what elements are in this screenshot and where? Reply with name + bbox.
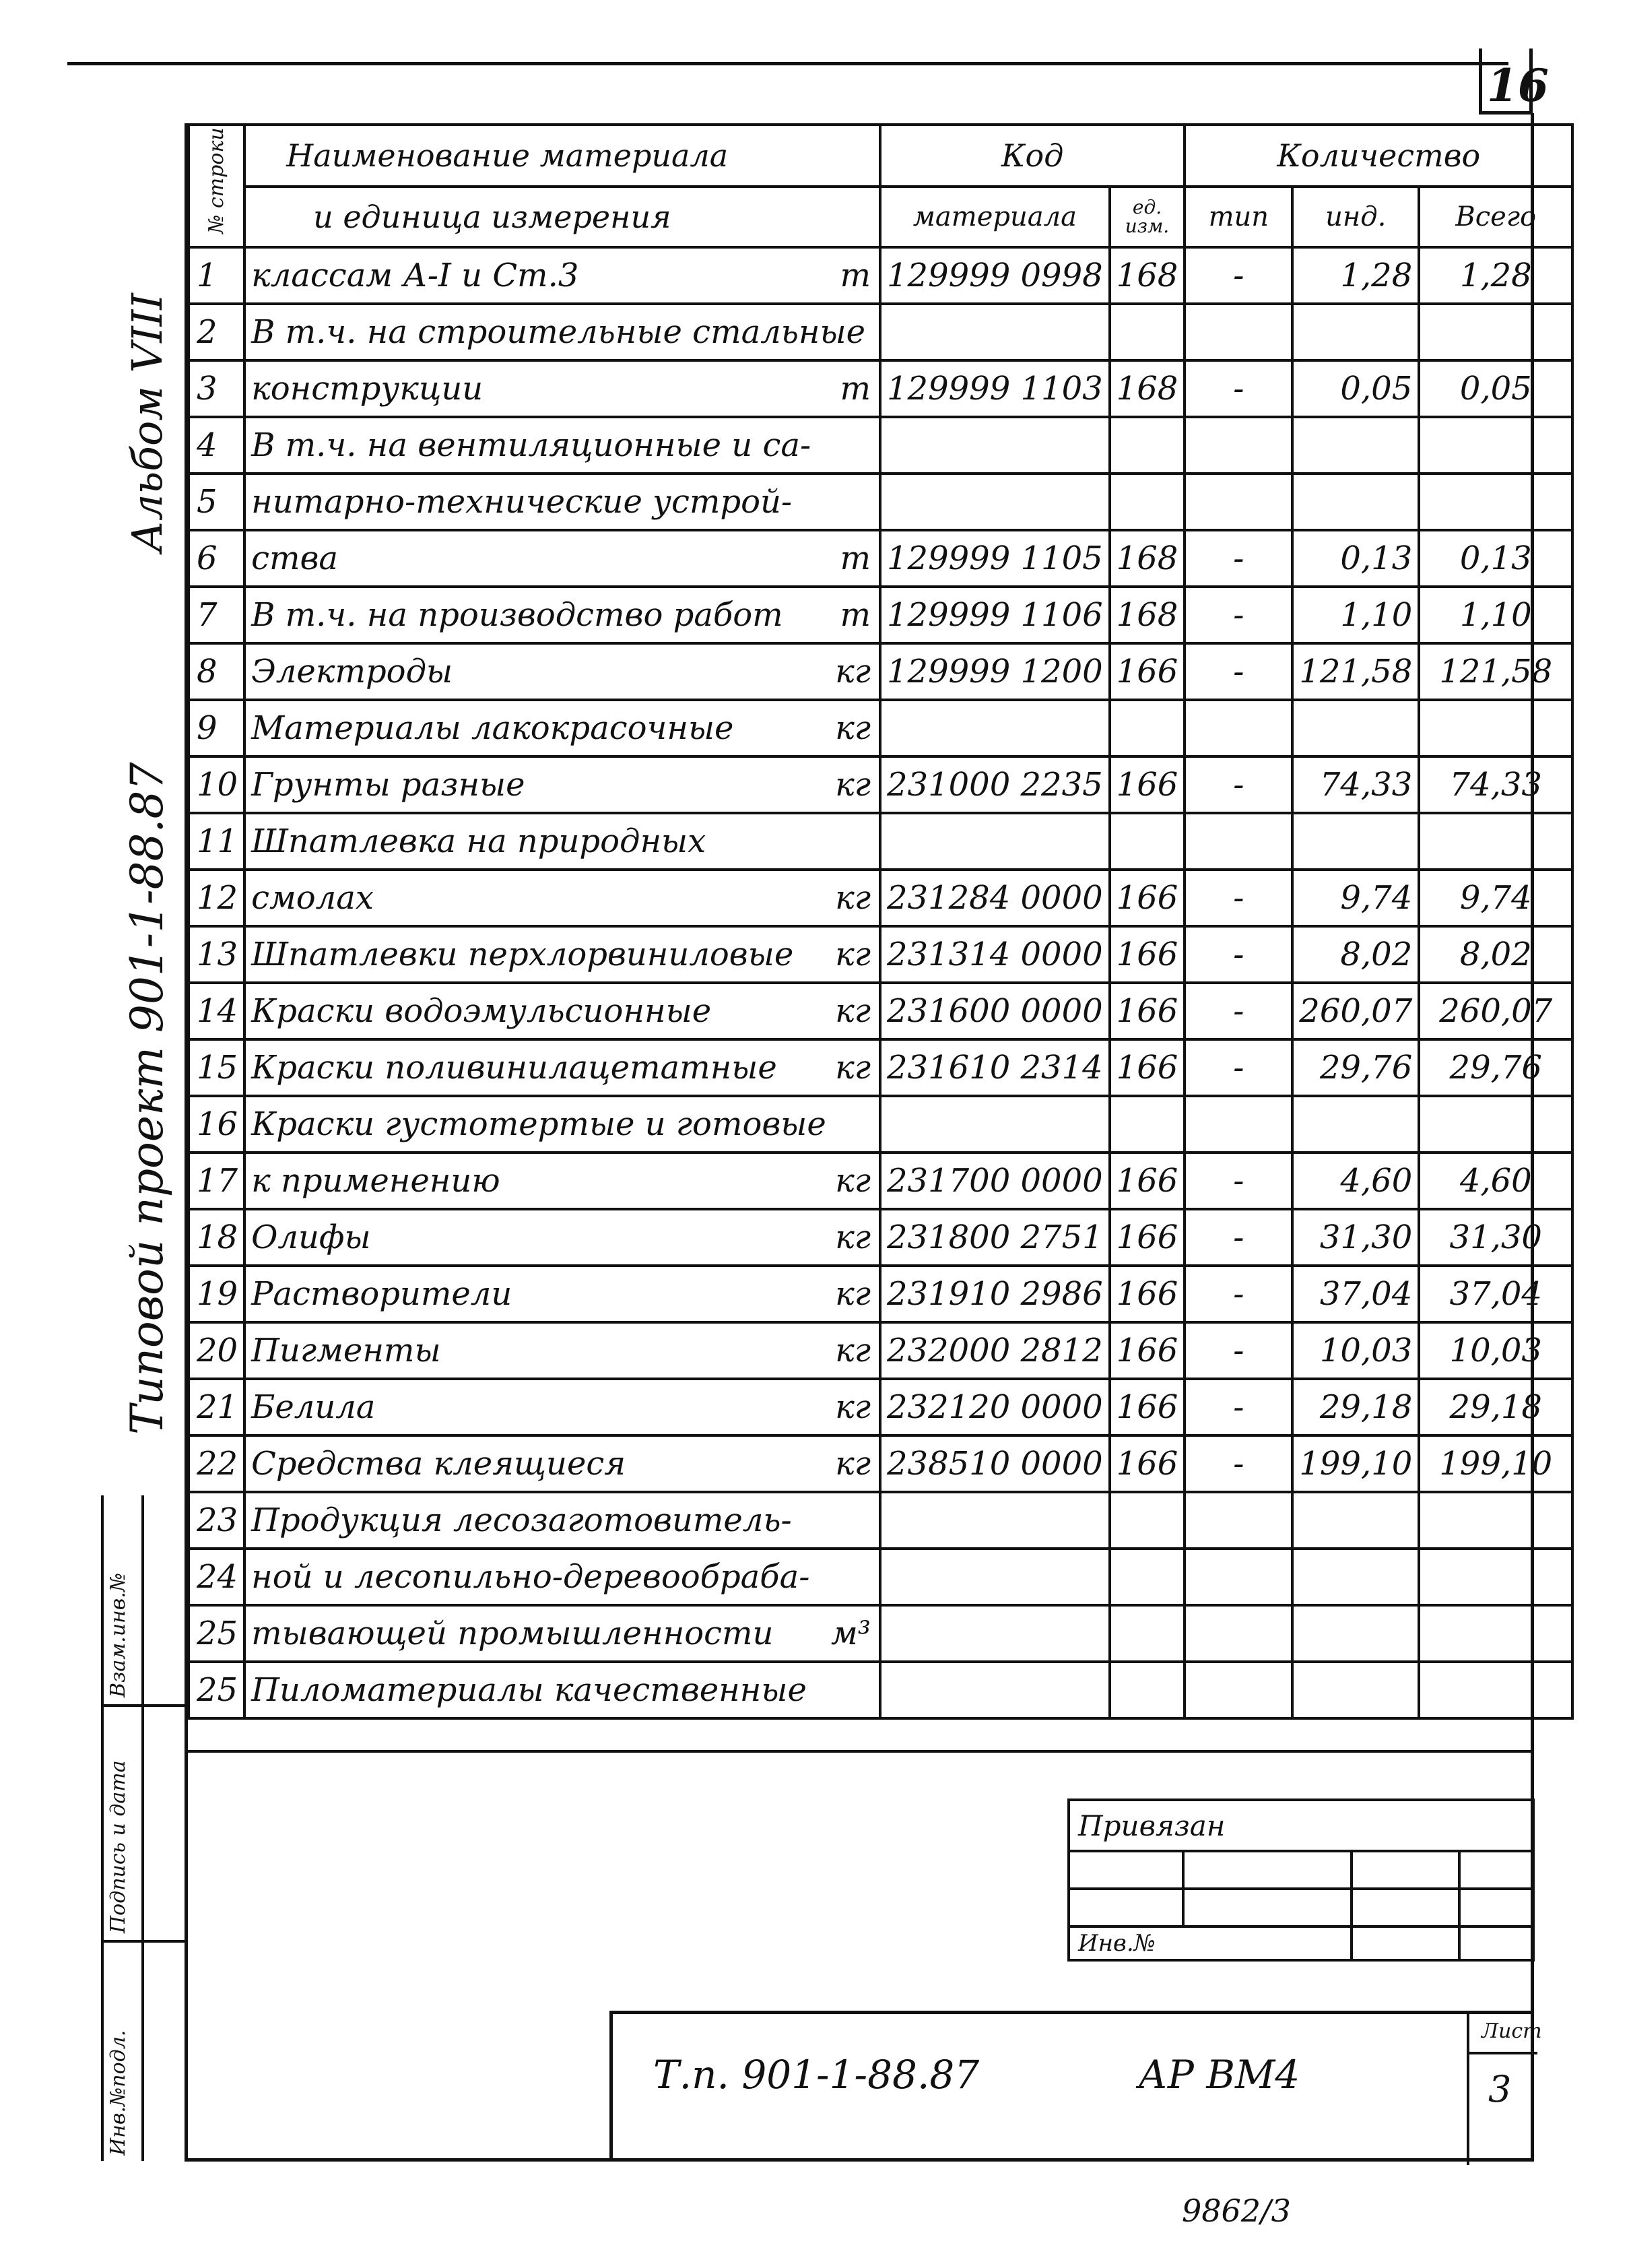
measure-unit: т	[840, 596, 871, 634]
material-code-cell	[880, 1549, 1110, 1605]
type-qty-cell	[1185, 813, 1292, 870]
ind-qty-cell: 0,13	[1292, 530, 1419, 587]
album-label: Альбом VIII	[123, 293, 172, 552]
material-code-cell	[880, 1605, 1110, 1662]
row-number-cell: 22	[189, 1435, 244, 1492]
material-code-cell: 129999 1200	[880, 643, 1110, 700]
material-name-cell	[244, 926, 880, 983]
ind-qty-cell	[1292, 813, 1419, 870]
stamp-cell	[1183, 1889, 1352, 1926]
material-name: ной и лесопильно-деревообраба-	[251, 1558, 810, 1596]
total-qty-cell: 1,28	[1419, 247, 1572, 304]
type-qty-cell	[1185, 304, 1292, 360]
row-number-cell: 8	[189, 643, 244, 700]
material-name-cell	[244, 1435, 880, 1492]
table-bottom-line	[185, 1750, 1534, 1753]
table-row	[189, 870, 1572, 926]
margin-field-divider	[141, 1495, 144, 2161]
material-code-cell: 231284 0000	[880, 870, 1110, 926]
material-name: Материалы лакокрасочные	[251, 709, 734, 747]
inv-label: Инв.№	[1069, 1926, 1352, 1960]
materials-table	[187, 123, 1574, 1720]
sheet-number: 16	[1487, 59, 1549, 112]
ind-qty-cell	[1292, 417, 1419, 474]
material-code-cell	[880, 1492, 1110, 1549]
unit-code-cell: 166	[1110, 1379, 1185, 1435]
unit-code-cell	[1110, 1605, 1185, 1662]
material-name-cell	[244, 360, 880, 417]
stamp-cell	[1183, 1851, 1352, 1889]
unit-code-cell: 166	[1110, 983, 1185, 1039]
unit-code-cell	[1110, 1549, 1185, 1605]
bottom-note: 9862/3	[1182, 2193, 1291, 2229]
total-qty-cell: 9,74	[1419, 870, 1572, 926]
ind-qty-cell	[1292, 1492, 1419, 1549]
ind-qty-cell: 199,10	[1292, 1435, 1419, 1492]
material-name-cell	[244, 756, 880, 813]
unit-code-cell: 168	[1110, 530, 1185, 587]
table-row	[189, 1605, 1572, 1662]
unit-code-cell: 168	[1110, 247, 1185, 304]
stamp-cell	[1459, 1926, 1533, 1960]
unit-code-cell	[1110, 813, 1185, 870]
total-qty-cell: 31,30	[1419, 1209, 1572, 1266]
total-qty-cell	[1419, 474, 1572, 530]
total-qty-cell: 10,03	[1419, 1322, 1572, 1379]
table-row	[189, 756, 1572, 813]
project-label: Типовой проект 901-1-88.87	[121, 762, 173, 1435]
vzam-inv-label: Взам.инв.№	[106, 1572, 130, 1697]
material-code-cell: 231910 2986	[880, 1266, 1110, 1322]
type-qty-cell: -	[1185, 1266, 1292, 1322]
total-qty-cell	[1419, 304, 1572, 360]
table-row	[189, 247, 1572, 304]
material-code-cell	[880, 474, 1110, 530]
row-number-cell: 4	[189, 417, 244, 474]
sheet-cell-divider	[1467, 2052, 1537, 2054]
material-code-cell	[880, 1662, 1110, 1718]
total-qty-cell: 260,07	[1419, 983, 1572, 1039]
row-number-cell: 12	[189, 870, 244, 926]
measure-unit: кг	[835, 879, 871, 917]
total-qty-cell: 4,60	[1419, 1153, 1572, 1209]
table-row	[189, 1153, 1572, 1209]
unit-code-header: ед. изм.	[1110, 187, 1185, 247]
signature-date-label: Подпись и дата	[106, 1760, 130, 1933]
measure-unit: кг	[835, 992, 871, 1030]
material-name-cell	[244, 530, 880, 587]
total-qty-cell: 1,10	[1419, 587, 1572, 643]
stamp-cell	[1352, 1926, 1459, 1960]
row-number-cell: 24	[189, 1549, 244, 1605]
quantity-header: Количество	[1185, 125, 1572, 187]
material-name-cell	[244, 983, 880, 1039]
margin-field-divider	[101, 1704, 187, 1707]
total-qty-cell	[1419, 417, 1572, 474]
material-name: тывающей промышленности	[251, 1615, 774, 1652]
row-number-cell: 5	[189, 474, 244, 530]
measure-unit: кг	[835, 709, 871, 747]
row-number-cell: 16	[189, 1096, 244, 1153]
ind-qty-cell: 29,18	[1292, 1379, 1419, 1435]
ind-qty-cell	[1292, 1096, 1419, 1153]
material-name-cell	[244, 1209, 880, 1266]
measure-unit: кг	[835, 766, 871, 804]
unit-code-cell: 166	[1110, 1153, 1185, 1209]
type-qty-cell	[1185, 1549, 1292, 1605]
unit-code-cell: 166	[1110, 926, 1185, 983]
material-name-cell	[244, 1549, 880, 1605]
table-row	[189, 983, 1572, 1039]
row-number-cell: 6	[189, 530, 244, 587]
row-number-cell: 19	[189, 1266, 244, 1322]
stamp-cell	[1352, 1851, 1459, 1889]
material-name-cell	[244, 643, 880, 700]
ind-qty-cell: 1,28	[1292, 247, 1419, 304]
material-code-cell	[880, 700, 1110, 756]
ind-qty-cell: 31,30	[1292, 1209, 1419, 1266]
type-qty-cell	[1185, 1096, 1292, 1153]
material-code-cell: 238510 0000	[880, 1435, 1110, 1492]
header-row-2	[189, 187, 1572, 247]
unit-code-cell: 166	[1110, 1039, 1185, 1096]
material-name-cell	[244, 1153, 880, 1209]
material-code-cell: 231314 0000	[880, 926, 1110, 983]
table-row	[189, 417, 1572, 474]
measure-unit: кг	[835, 1219, 871, 1256]
stamp-cell	[1069, 1889, 1183, 1926]
table-row	[189, 1039, 1572, 1096]
material-code-cell: 231610 2314	[880, 1039, 1110, 1096]
material-name: Пиломатериалы качественные	[251, 1671, 807, 1709]
measure-unit: м³	[830, 1615, 871, 1652]
material-name: Краски водоэмульсионные	[251, 992, 712, 1030]
type-qty-cell: -	[1185, 1435, 1292, 1492]
ind-qty-cell: 0,05	[1292, 360, 1419, 417]
row-number-cell: 14	[189, 983, 244, 1039]
material-name: классам А-I и Ст.3	[251, 257, 579, 294]
material-name: Шпатлевка на природных	[251, 822, 706, 860]
total-qty-cell: 29,18	[1419, 1379, 1572, 1435]
unit-code-cell	[1110, 417, 1185, 474]
material-name: Продукция лесозаготовитель-	[251, 1501, 792, 1539]
sheet-value: 3	[1488, 2068, 1512, 2110]
material-name: Растворители	[251, 1275, 512, 1313]
table-row	[189, 1662, 1572, 1718]
bound-label: Привязан	[1069, 1800, 1533, 1851]
unit-code-cell	[1110, 1492, 1185, 1549]
table-row	[189, 530, 1572, 587]
type-qty-cell	[1185, 474, 1292, 530]
material-name-cell	[244, 1096, 880, 1153]
doc-mark: АР ВМ4	[1138, 2052, 1300, 2098]
material-code-header: материала	[880, 187, 1110, 247]
total-qty-cell	[1419, 1492, 1572, 1549]
material-name-cell	[244, 1266, 880, 1322]
type-qty-cell: -	[1185, 983, 1292, 1039]
material-name: Белила	[251, 1388, 376, 1426]
row-number-cell: 3	[189, 360, 244, 417]
material-name-cell	[244, 474, 880, 530]
table-row	[189, 474, 1572, 530]
ind-qty-cell: 260,07	[1292, 983, 1419, 1039]
stamp-cell	[1459, 1851, 1533, 1889]
measure-unit: т	[840, 540, 871, 577]
material-code-cell	[880, 1096, 1110, 1153]
total-qty-cell	[1419, 1549, 1572, 1605]
unit-code-cell: 168	[1110, 360, 1185, 417]
ind-qty-cell: 121,58	[1292, 643, 1419, 700]
row-no-header: № строки	[189, 125, 244, 247]
material-name-cell	[244, 1492, 880, 1549]
total-qty-cell: 74,33	[1419, 756, 1572, 813]
measure-unit: кг	[835, 936, 871, 973]
material-name: Электроды	[251, 653, 453, 690]
table-row	[189, 1549, 1572, 1605]
table-row	[189, 1322, 1572, 1379]
material-code-cell	[880, 813, 1110, 870]
material-name: смолах	[251, 879, 374, 917]
margin-fields	[101, 1495, 187, 2161]
type-qty-cell	[1185, 700, 1292, 756]
margin-field-divider	[101, 1940, 187, 1943]
stamp-cell	[1352, 1889, 1459, 1926]
measure-unit: кг	[835, 1049, 871, 1087]
total-qty-cell	[1419, 1662, 1572, 1718]
ind-qty-cell: 29,76	[1292, 1039, 1419, 1096]
row-number-cell: 25	[189, 1662, 244, 1718]
material-code-cell	[880, 417, 1110, 474]
ind-qty-cell: 1,10	[1292, 587, 1419, 643]
material-name-cell	[244, 1039, 880, 1096]
row-number-cell: 7	[189, 587, 244, 643]
unit-code-cell: 168	[1110, 587, 1185, 643]
table-row	[189, 926, 1572, 983]
material-name: нитарно-технические устрой-	[251, 483, 793, 521]
material-name-cell	[244, 1322, 880, 1379]
type-qty-cell: -	[1185, 1379, 1292, 1435]
row-number-cell: 9	[189, 700, 244, 756]
unit-code-cell: 166	[1110, 756, 1185, 813]
measure-unit: т	[840, 257, 871, 294]
table-row	[189, 360, 1572, 417]
row-number-cell: 15	[189, 1039, 244, 1096]
name-header-line2: и единица измерения	[244, 187, 880, 247]
ind-qty-cell: 4,60	[1292, 1153, 1419, 1209]
unit-code-cell	[1110, 1096, 1185, 1153]
type-qty-cell: -	[1185, 530, 1292, 587]
material-name: Краски густотертые и готовые	[251, 1105, 826, 1143]
row-number-cell: 23	[189, 1492, 244, 1549]
total-header: Всего	[1419, 187, 1572, 247]
table-row	[189, 1209, 1572, 1266]
row-number-cell: 21	[189, 1379, 244, 1435]
material-code-cell: 232120 0000	[880, 1379, 1110, 1435]
unit-code-cell	[1110, 474, 1185, 530]
stamp-cell	[1069, 1851, 1183, 1889]
type-qty-cell: -	[1185, 926, 1292, 983]
material-code-cell: 129999 1106	[880, 587, 1110, 643]
material-name: В т.ч. на вентиляционные и са-	[251, 426, 811, 464]
type-qty-cell	[1185, 1605, 1292, 1662]
unit-code-cell	[1110, 1662, 1185, 1718]
ind-qty-cell	[1292, 474, 1419, 530]
unit-code-cell	[1110, 700, 1185, 756]
material-name-cell	[244, 587, 880, 643]
total-qty-cell: 0,05	[1419, 360, 1572, 417]
material-name-cell	[244, 813, 880, 870]
material-name: Олифы	[251, 1219, 371, 1256]
table-row	[189, 1492, 1572, 1549]
unit-code-cell: 166	[1110, 643, 1185, 700]
type-qty-cell: -	[1185, 247, 1292, 304]
unit-code-cell: 166	[1110, 1322, 1185, 1379]
row-number-cell: 10	[189, 756, 244, 813]
type-qty-cell	[1185, 417, 1292, 474]
unit-code-cell: 166	[1110, 1209, 1185, 1266]
row-number-cell: 2	[189, 304, 244, 360]
row-number-cell: 20	[189, 1322, 244, 1379]
title-block	[609, 2011, 1542, 2162]
ind-qty-cell	[1292, 1549, 1419, 1605]
table-row	[189, 587, 1572, 643]
material-name: к применению	[251, 1162, 500, 1200]
type-qty-cell: -	[1185, 756, 1292, 813]
type-qty-cell: -	[1185, 1039, 1292, 1096]
measure-unit: т	[840, 370, 871, 408]
top-border	[67, 62, 1508, 65]
material-code-cell: 231000 2235	[880, 756, 1110, 813]
table-row	[189, 643, 1572, 700]
type-qty-cell: -	[1185, 643, 1292, 700]
binding-stamp	[1067, 1799, 1535, 1962]
table-row	[189, 304, 1572, 360]
doc-code: Т.п. 901-1-88.87	[653, 2052, 980, 2098]
ind-qty-cell: 74,33	[1292, 756, 1419, 813]
total-qty-cell	[1419, 813, 1572, 870]
total-qty-cell	[1419, 1096, 1572, 1153]
table-row	[189, 1379, 1572, 1435]
measure-unit: кг	[835, 1445, 871, 1483]
type-qty-cell: -	[1185, 1209, 1292, 1266]
table-row	[189, 1266, 1572, 1322]
table-row	[189, 813, 1572, 870]
measure-unit: кг	[835, 1162, 871, 1200]
ind-qty-cell: 10,03	[1292, 1322, 1419, 1379]
material-name-cell	[244, 700, 880, 756]
material-name-cell	[244, 247, 880, 304]
material-name: Шпатлевки перхлорвиниловые	[251, 936, 794, 973]
unit-code-cell: 166	[1110, 1435, 1185, 1492]
material-code-cell: 129999 0998	[880, 247, 1110, 304]
material-name: Грунты разные	[251, 766, 525, 804]
header-row-1	[189, 125, 1572, 187]
table-row	[189, 1435, 1572, 1492]
row-number-cell: 25	[189, 1605, 244, 1662]
material-name: Средства клеящиеся	[251, 1445, 626, 1483]
ind-qty-cell: 37,04	[1292, 1266, 1419, 1322]
table-row	[189, 1096, 1572, 1153]
row-number-cell: 1	[189, 247, 244, 304]
ind-qty-cell	[1292, 1662, 1419, 1718]
material-code-cell: 231600 0000	[880, 983, 1110, 1039]
ind-qty-cell	[1292, 700, 1419, 756]
total-qty-cell: 0,13	[1419, 530, 1572, 587]
total-qty-cell: 37,04	[1419, 1266, 1572, 1322]
material-name: В т.ч. на производство работ	[251, 596, 783, 634]
material-name: Пигменты	[251, 1332, 441, 1369]
total-qty-cell: 199,10	[1419, 1435, 1572, 1492]
material-name: ства	[251, 540, 339, 577]
measure-unit: кг	[835, 653, 871, 690]
material-name: В т.ч. на строительные стальные	[251, 313, 866, 351]
row-number-cell: 17	[189, 1153, 244, 1209]
material-name: конструкции	[251, 370, 484, 408]
total-qty-cell: 121,58	[1419, 643, 1572, 700]
measure-unit: кг	[835, 1275, 871, 1313]
material-name-cell	[244, 417, 880, 474]
unit-code-cell	[1110, 304, 1185, 360]
total-qty-cell: 29,76	[1419, 1039, 1572, 1096]
material-name-cell	[244, 1605, 880, 1662]
row-number-cell: 11	[189, 813, 244, 870]
row-number-cell: 18	[189, 1209, 244, 1266]
material-code-cell: 232000 2812	[880, 1322, 1110, 1379]
ind-qty-cell	[1292, 304, 1419, 360]
unit-code-cell: 166	[1110, 1266, 1185, 1322]
stamp-cell	[1459, 1889, 1533, 1926]
type-qty-cell: -	[1185, 1322, 1292, 1379]
material-code-cell: 231800 2751	[880, 1209, 1110, 1266]
table-row	[189, 700, 1572, 756]
material-code-cell	[880, 304, 1110, 360]
ind-qty-cell	[1292, 1605, 1419, 1662]
code-header: Код	[880, 125, 1185, 187]
ind-qty-cell: 9,74	[1292, 870, 1419, 926]
type-qty-cell	[1185, 1662, 1292, 1718]
material-code-cell: 231700 0000	[880, 1153, 1110, 1209]
measure-unit: кг	[835, 1332, 871, 1369]
ind-header: инд.	[1292, 187, 1419, 247]
ind-qty-cell: 8,02	[1292, 926, 1419, 983]
inv-podl-label: Инв.№подл.	[106, 2030, 130, 2156]
material-name-cell	[244, 304, 880, 360]
type-qty-cell: -	[1185, 360, 1292, 417]
material-name-cell	[244, 1662, 880, 1718]
type-qty-cell: -	[1185, 1153, 1292, 1209]
total-qty-cell	[1419, 1605, 1572, 1662]
total-qty-cell: 8,02	[1419, 926, 1572, 983]
material-name: Краски поливинилацетатные	[251, 1049, 777, 1087]
measure-unit: кг	[835, 1388, 871, 1426]
unit-code-cell: 166	[1110, 870, 1185, 926]
name-header: Наименование материала	[244, 125, 880, 187]
material-code-cell: 129999 1103	[880, 360, 1110, 417]
type-qty-cell	[1185, 1492, 1292, 1549]
type-header: тип	[1185, 187, 1292, 247]
material-code-cell: 129999 1105	[880, 530, 1110, 587]
material-name-cell	[244, 1379, 880, 1435]
total-qty-cell	[1419, 700, 1572, 756]
row-number-cell: 13	[189, 926, 244, 983]
sheet-label: Лист	[1482, 2019, 1542, 2043]
material-name-cell	[244, 870, 880, 926]
type-qty-cell: -	[1185, 587, 1292, 643]
type-qty-cell: -	[1185, 870, 1292, 926]
